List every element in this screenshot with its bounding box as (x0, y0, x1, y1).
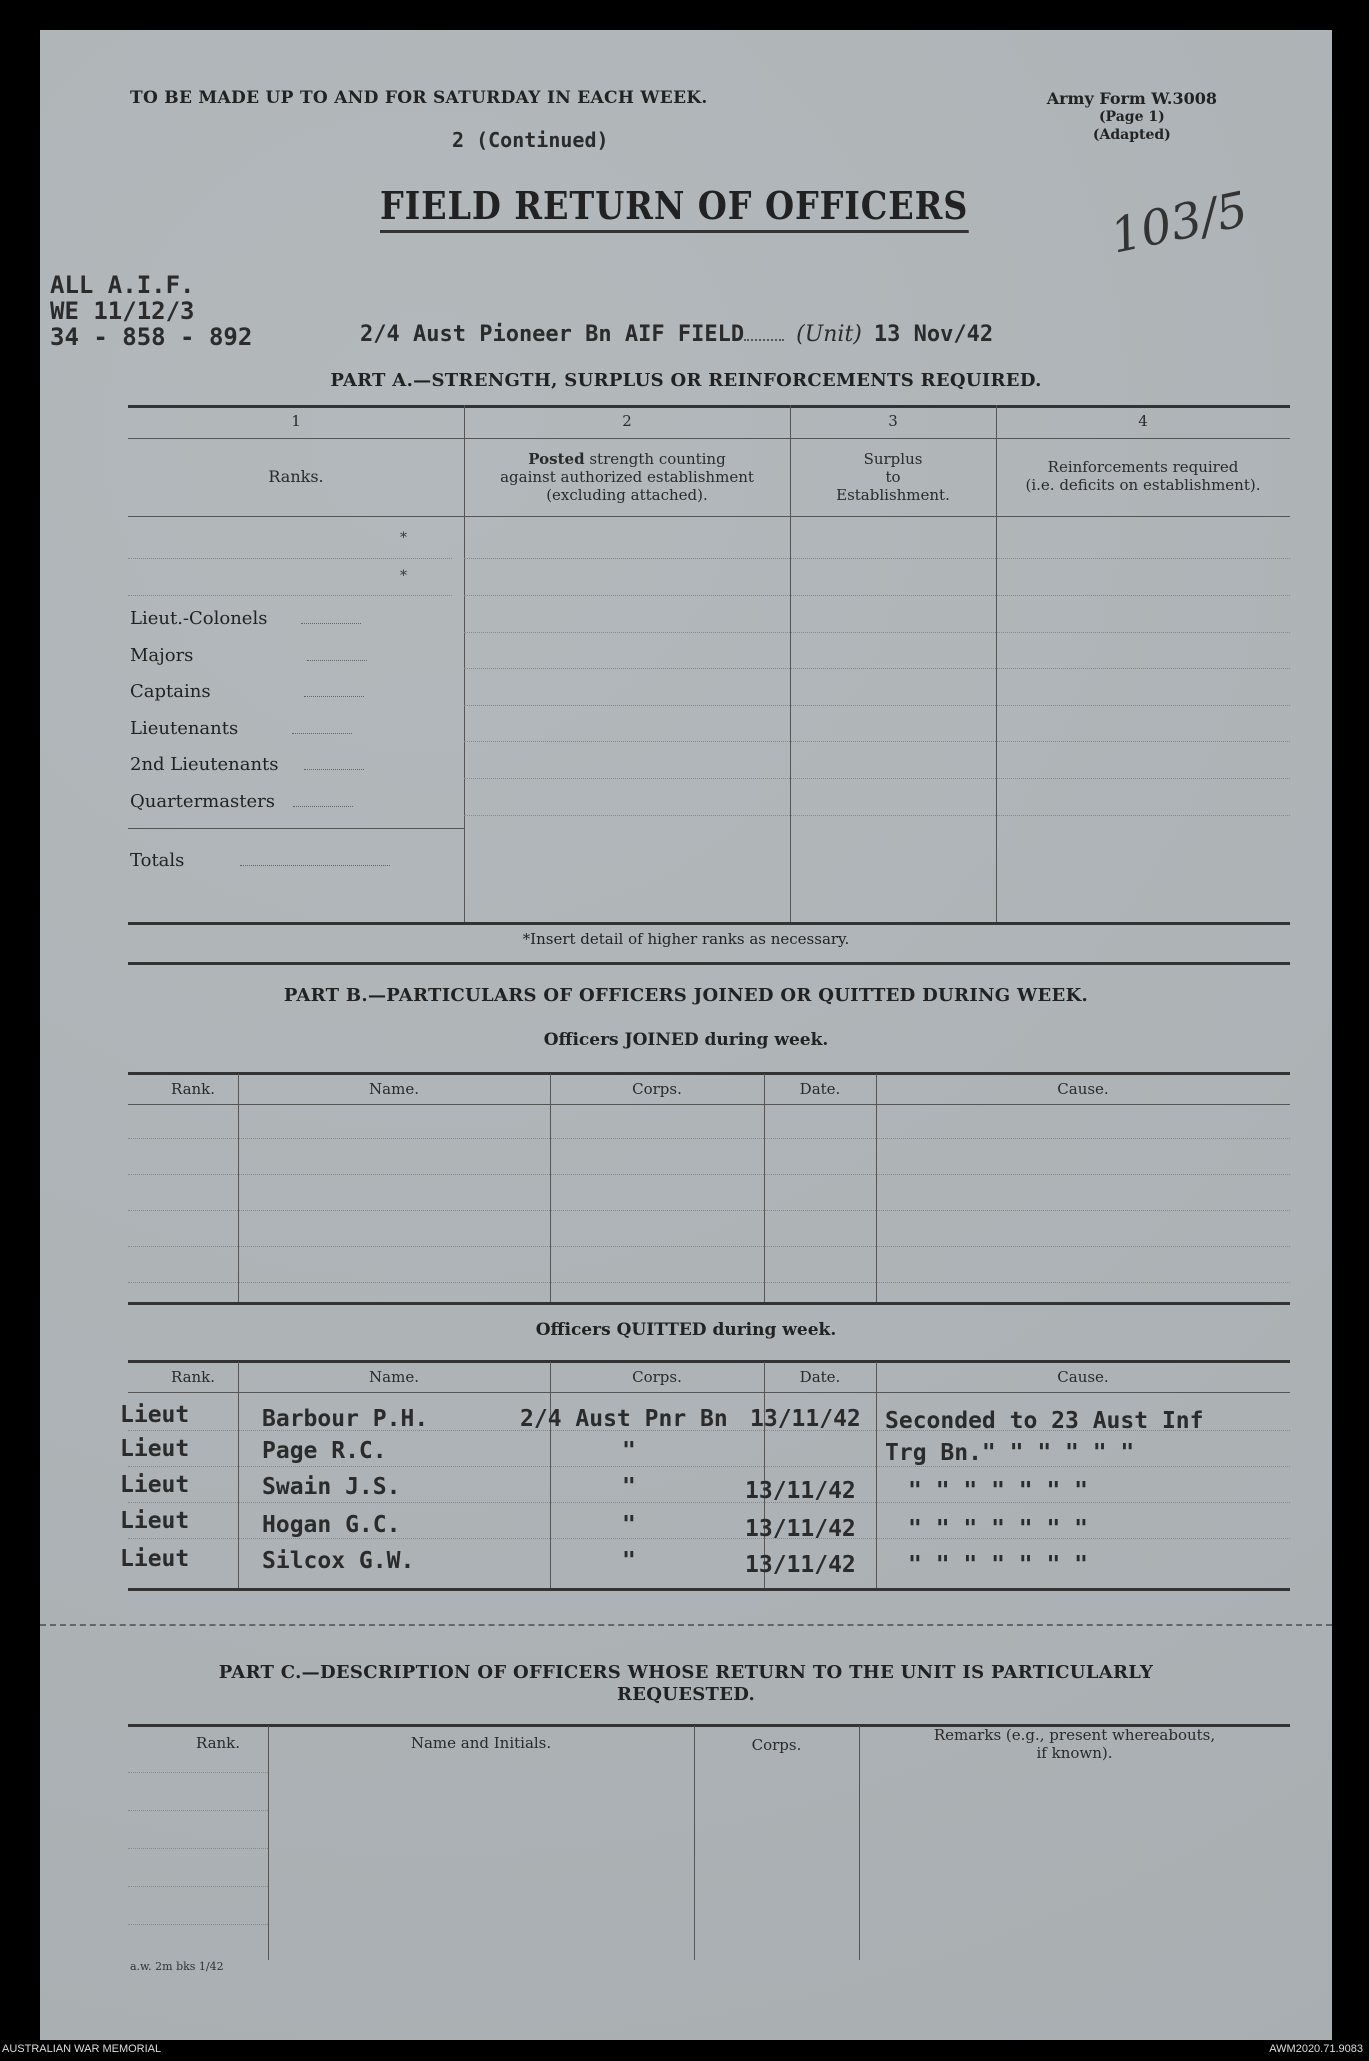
part-b-title: PART B.—PARTICULARS OF OFFICERS JOINED OR QUITTED DURING WEEK. (283, 985, 1089, 1006)
quitted-row-3-date: 13/11/42 (745, 1478, 856, 1504)
part-a-title: PART A.—STRENGTH, SURPLUS OR REINFORCEMENTS REQUIRED. (330, 370, 1042, 391)
quitted-row-1-cause: Seconded to 23 Aust Inf (885, 1408, 1204, 1434)
col-number-1: 1 (291, 412, 301, 430)
quitted-row-1-rank: Lieut (120, 1402, 190, 1428)
col-posted-line3: (excluding attached). (546, 486, 708, 504)
col-posted-header (464, 450, 790, 504)
col-reinf-line1: Reinforcements required (1047, 458, 1239, 476)
rank-row-2nd-lieutenants: 2nd Lieutenants (130, 754, 364, 775)
stamp-line-3: 34 - 858 - 892 (50, 323, 253, 351)
col-reinforcements-header (996, 458, 1290, 494)
part-c-title (40, 1662, 1332, 1706)
footer-accession: AWM2020.71.9083 (1269, 2043, 1363, 2055)
col-posted-line1: strength counting (589, 450, 726, 468)
form-sheet (40, 30, 1332, 2040)
part-c-col-rank: Rank. (195, 1734, 241, 1752)
part-c-title-line2: REQUESTED. (616, 1684, 756, 1705)
footer-institution: AUSTRALIAN WAR MEMORIAL (2, 2043, 162, 2055)
unit-label: (Unit) (796, 322, 862, 347)
continued-note: 2 (Continued) (452, 128, 609, 152)
part-a-top-rule (128, 405, 1290, 408)
part-c-title-line1: PART C.—DESCRIPTION OF OFFICERS WHOSE RETURN TO THE UNIT IS PARTICULARLY (218, 1662, 1154, 1683)
rank-row-lieutenants: Lieutenants (130, 718, 352, 739)
page-title: FIELD RETURN OF OFFICERS (380, 183, 968, 233)
joined-col-cause: Cause. (1057, 1080, 1109, 1098)
quitted-row-5-rank: Lieut (120, 1546, 190, 1572)
rank-row-quartermasters: Quartermasters (130, 791, 353, 812)
asterisk-1: * (400, 530, 407, 546)
unit-row (360, 322, 993, 347)
quitted-row-3-rank: Lieut (120, 1472, 190, 1498)
joined-title: Officers JOINED during week. (543, 1030, 829, 1050)
col-ranks-header: Ranks. (268, 467, 324, 486)
joined-col-date: Date. (799, 1080, 841, 1098)
quitted-row-4-corps: " (622, 1512, 636, 1538)
quitted-row-2-rank: Lieut (120, 1436, 190, 1462)
part-c-remarks-line2: if known). (1036, 1744, 1113, 1762)
part-c-col-corps: Corps. (751, 1736, 802, 1754)
col-posted-line2: against authorized establishment (500, 468, 754, 486)
col-surplus-line2: to (885, 468, 901, 486)
quitted-row-3-cause: " " " " " " " (908, 1478, 1089, 1504)
quitted-col-name: Name. (369, 1368, 419, 1386)
col-number-2: 2 (622, 412, 632, 430)
col-number-3: 3 (888, 412, 898, 430)
joined-col-corps: Corps. (632, 1080, 682, 1098)
col-surplus-header (790, 450, 996, 504)
quitted-row-4-cause: " " " " " " " (908, 1516, 1089, 1542)
quitted-row-1-corps: 2/4 Aust Pnr Bn (520, 1406, 728, 1432)
form-name: Army Form W.3008 (1046, 89, 1217, 108)
stamp-line-1: ALL A.I.F. (50, 271, 195, 299)
quitted-row-3-corps: " (622, 1474, 636, 1500)
quitted-row-5-date: 13/11/42 (745, 1552, 856, 1578)
quitted-row-4-name: Hogan G.C. (262, 1512, 401, 1538)
perforation-line (40, 1624, 1332, 1626)
stamp-line-2: WE 11/12/3 (50, 297, 195, 325)
registry-stamp (50, 272, 252, 350)
form-identifier (1047, 90, 1217, 144)
quitted-row-5-name: Silcox G.W. (262, 1548, 415, 1574)
quitted-row-3-name: Swain J.S. (262, 1474, 401, 1500)
quitted-title: Officers QUITTED during week. (535, 1320, 837, 1340)
col-reinf-line2: (i.e. deficits on establishment). (1025, 476, 1261, 494)
col-number-4: 4 (1138, 412, 1148, 430)
joined-col-name: Name. (369, 1080, 419, 1098)
joined-col-rank: Rank. (170, 1080, 216, 1098)
quitted-row-4-rank: Lieut (120, 1508, 190, 1534)
quitted-row-4-date: 13/11/42 (745, 1516, 856, 1542)
quitted-col-corps: Corps. (632, 1368, 682, 1386)
part-c-col-remarks (859, 1726, 1290, 1762)
rank-row-majors: Majors (130, 645, 367, 666)
quitted-row-2-name: Page R.C. (262, 1438, 387, 1464)
quitted-col-date: Date. (799, 1368, 841, 1386)
quitted-row-5-corps: " (622, 1548, 636, 1574)
quitted-row-2-corps: " (622, 1438, 636, 1464)
quitted-col-rank: Rank. (170, 1368, 216, 1386)
part-c-remarks-line1: Remarks (e.g., present whereabouts, (933, 1726, 1216, 1744)
col-surplus-line1: Surplus (863, 450, 923, 468)
rank-row-captains: Captains (130, 681, 364, 702)
unit-name: 2/4 Aust Pioneer Bn AIF FIELD (360, 322, 745, 347)
quitted-row-1-date: 13/11/42 (750, 1406, 861, 1432)
unit-date: 13 Nov/42 (873, 322, 994, 347)
asterisk-2: * (400, 568, 407, 584)
totals-row: Totals (130, 850, 390, 871)
printer-mark: a.w. 2m bks 1/42 (130, 1960, 224, 1973)
form-page: (Page 1) (1098, 109, 1165, 125)
quitted-col-cause: Cause. (1057, 1368, 1109, 1386)
quitted-row-2-cause: Trg Bn." " " " " " (885, 1440, 1135, 1466)
part-a-footnote: *Insert detail of higher ranks as necessary. (522, 930, 850, 948)
col-surplus-line3: Establishment. (836, 486, 950, 504)
folio-number: 103/5 (1105, 181, 1253, 265)
rank-row-lieut-colonels: Lieut.-Colonels (130, 608, 361, 629)
quitted-row-5-cause: " " " " " " " (908, 1552, 1089, 1578)
part-c-col-name: Name and Initials. (410, 1734, 552, 1752)
quitted-row-1-name: Barbour P.H. (262, 1406, 429, 1432)
col-posted-bold: Posted (528, 450, 585, 468)
instruction-text: TO BE MADE UP TO AND FOR SATURDAY IN EACH WEEK. (130, 88, 708, 108)
form-adapted: (Adapted) (1092, 127, 1171, 143)
